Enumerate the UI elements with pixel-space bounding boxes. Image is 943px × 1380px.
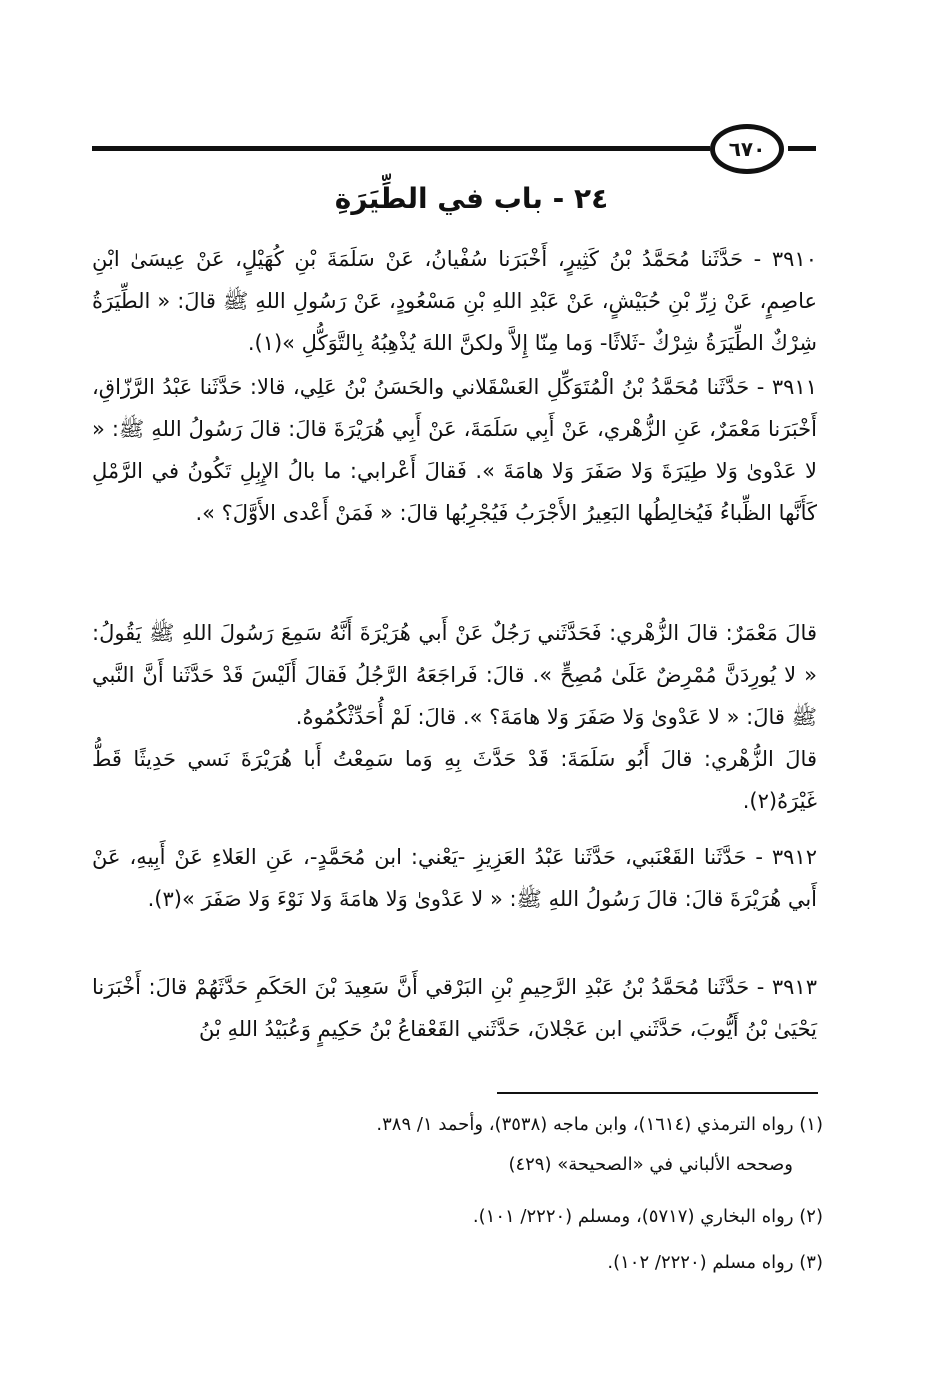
footnote-rule (497, 1092, 818, 1094)
page-number: ٦٧٠ (728, 137, 766, 161)
paragraph-zuhri: قالَ الزُّهْري: قالَ أَبُو سَلَمَةَ: قَدْ حَدَّثَ بِهِ وَما سَمِعْتُ أَبا هُرَيْرَةَ نَسي حَدِيثًا قَطُّ غَيْرَهُ(٢). (92, 747, 817, 813)
footnote-1: (١) رواه الترمذي (١٦١٤)، وابن ماجه (٣٥٣٨)، وأحمد ١/ ٣٨٩. (376, 1114, 823, 1135)
chapter-title: ٢٤ - باب في الطِّيَرَةِ (334, 182, 609, 215)
hadith-3910: ٣٩١٠ - حَدَّثَنا مُحَمَّدُ بْنُ كَثِيرٍ، أَخْبَرَنا سُفْيانُ، عَنْ سَلَمَةَ بْنِ كُهَيْلٍ، عَنْ عِيسَىٰ ابْنِ عاصِمٍ، عَنْ زِرِّ بْنِ حُبَيْشٍ، عَنْ عَبْدِ اللهِ بْنِ مَسْعُودٍ، عَنْ رَسُولِ اللهِ ﷺ قالَ: « الطِّيَرَةُ شِرْكٌ الطِّيَرَةُ شِرْكٌ -ثَلاثًا- وَما مِنّا إِلاَّ ولكنَّ اللهَ يُذْهِبُهُ بِالتَّوَكُّلِ »(١). (92, 247, 817, 355)
header-rule-right (788, 146, 816, 151)
footnote-3: (٣) رواه مسلم (٢٢٢٠/ ١٠٢). (607, 1252, 823, 1273)
hadith-3912: ٣٩١٢ - حَدَّثَنا القَعْنَبي، حَدَّثَنا عَبْدُ العَزِيزِ -يَعْني: ابن مُحَمَّدٍ-، عَنِ العَلاءِ عَنْ أَبِيهِ، عَنْ أَبي هُرَيْرَةَ قالَ: قالَ رَسُولُ اللهِ ﷺ: « لا عَدْوىٰ وَلا هامَةَ وَلا نَوْءَ وَلا صَفَرَ »(٣). (92, 845, 817, 911)
page-number-oval (710, 124, 784, 174)
footnote-2: (٢) رواه البخاري (٥٧١٧)، ومسلم (٢٢٢٠/ ١٠١). (472, 1206, 823, 1227)
hadith-3911: ٣٩١١ - حَدَّثَنا مُحَمَّدُ بْنُ الْمُتَوَكِّلِ العَسْقَلاني والحَسَنُ بْنُ عَلِي، قالا: حَدَّثَنا عَبْدُ الرَّزّاقِ، أَخْبَرَنا مَعْمَرٌ، عَنِ الزُّهْري، عَنْ أَبِي سَلَمَةَ، عَنْ أَبِي هُرَيْرَةَ قالَ: قالَ رَسُولُ اللهِ ﷺ: « لا عَدْوىٰ وَلا طِيَرَةَ وَلا صَفَرَ وَلا هامَةَ ». فَقالَ أَعْرابي: ما بالُ الإِبِلِ تَكُونُ في الرَّمْلِ كَأَنَّها الظِّباءُ فَيُخالِطُها البَعِيرُ الأَجْرَبُ فَيُجْرِبُها قالَ: « فَمَنْ أَعْدى الأَوَّلَ؟ ». (92, 375, 817, 525)
header-rule-left (92, 146, 710, 151)
footnote-1-continuation: وصححه الألباني في «الصحيحة» (٤٢٩) (508, 1154, 793, 1175)
hadith-3913: ٣٩١٣ - حَدَّثَنا مُحَمَّدُ بْنُ عَبْدِ الرَّحِيمِ بْنِ البَرْقي أَنَّ سَعِيدَ بْنَ الحَكَمِ حَدَّثَهُمْ قالَ: أَخْبَرَنا يَحْيَىٰ بْنُ أَيُّوبَ، حَدَّثَني ابن عَجْلانَ، حَدَّثَني القَعْقاعُ بْنُ حَكِيمٍ وَعُبَيْدُ اللهِ بْنُ (92, 975, 817, 1041)
paragraph-mamar: قالَ مَعْمَرٌ: قالَ الزُّهْري: فَحَدَّثَني رَجُلٌ عَنْ أَبي هُرَيْرَةَ أَنَّهُ سَمِعَ رَسُولَ اللهِ ﷺ يَقُولُ: « لا يُورِدَنَّ مُمْرِضٌ عَلَىٰ مُصِحٍّ ». قالَ: فَراجَعَهُ الرَّجُلُ فَقالَ أَلَيْسَ قَدْ حَدَّثَنا أَنَّ النَّبي ﷺ قالَ: « لا عَدْوىٰ وَلا صَفَرَ وَلا هامَةَ؟ ». قالَ: لَمْ أُحَدِّثْكُمُوهُ. (92, 621, 817, 729)
